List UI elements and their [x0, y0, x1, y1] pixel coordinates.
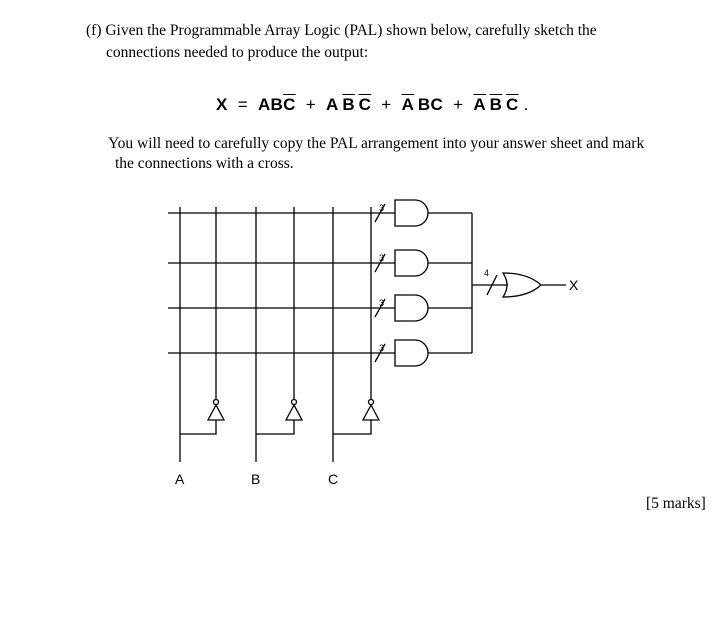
- input-label-c: C: [328, 471, 339, 487]
- question-line-1: (f) Given the Programmable Array Logic (PAL) shown below, carefully sketch the: [86, 22, 597, 39]
- inverter-feeds: [180, 420, 371, 434]
- input-label-b: B: [251, 471, 261, 487]
- term-3-a-bar: $\overline{A}$: [401, 95, 415, 114]
- and-bus-width-1: 3: [379, 203, 385, 213]
- question-line-2: connections needed to produce the output:: [106, 44, 369, 61]
- and-gate-1: [395, 200, 428, 226]
- and-bus-width-2: 3: [379, 253, 385, 263]
- output-label: X: [569, 277, 579, 293]
- expression-output: X: [216, 95, 228, 114]
- and-gate-2: [395, 250, 428, 276]
- plus-1: +: [305, 95, 316, 114]
- term-4-a-bar: $\overline{A}$: [473, 95, 486, 114]
- or-bus-width: 4: [484, 268, 490, 278]
- input-lines: [180, 207, 371, 462]
- feed-a: [180, 420, 216, 434]
- term-3-c: C: [430, 95, 444, 114]
- and-bus-width-4: 3: [379, 343, 385, 353]
- and-bus-slashes: [375, 204, 385, 362]
- marks-label: [5 marks]: [646, 495, 706, 512]
- plus-3: +: [453, 95, 464, 114]
- instruction-line-1: You will need to carefully copy the PAL arrangement into your answer sheet and mark: [108, 135, 645, 152]
- and-gate-3: [395, 295, 428, 321]
- expression-equals: =: [237, 95, 248, 114]
- and-gate-4: [395, 340, 428, 366]
- and-bus-width-3: 3: [379, 298, 385, 308]
- and-to-or-wiring: [428, 213, 508, 353]
- term-1-a: A: [257, 95, 271, 114]
- term-2-b-bar: $\overline{B}$: [342, 95, 355, 114]
- term-4-c-bar: $\overline{C}$: [505, 95, 519, 114]
- feed-b: [256, 420, 294, 434]
- and-gates: [395, 200, 428, 366]
- input-label-a: A: [175, 471, 185, 487]
- term-2-a: A: [326, 95, 339, 114]
- feed-c: [333, 420, 371, 434]
- term-1-c-bar: $\overline{C}$: [283, 95, 296, 114]
- plus-2: +: [381, 95, 392, 114]
- product-term-lines: [168, 213, 395, 353]
- term-4-b-bar: $\overline{B}$: [489, 95, 503, 114]
- term-3-b: B: [417, 95, 431, 114]
- instruction-line-2: the connections with a cross.: [115, 155, 294, 172]
- term-1-b: B: [270, 95, 284, 114]
- inverter-c: [363, 400, 379, 421]
- expression-end: .: [523, 95, 529, 114]
- or-gate: [503, 273, 541, 297]
- inverter-b: [286, 400, 302, 421]
- term-2-c-bar: $\overline{C}$: [358, 95, 372, 114]
- inverter-a: [208, 400, 224, 421]
